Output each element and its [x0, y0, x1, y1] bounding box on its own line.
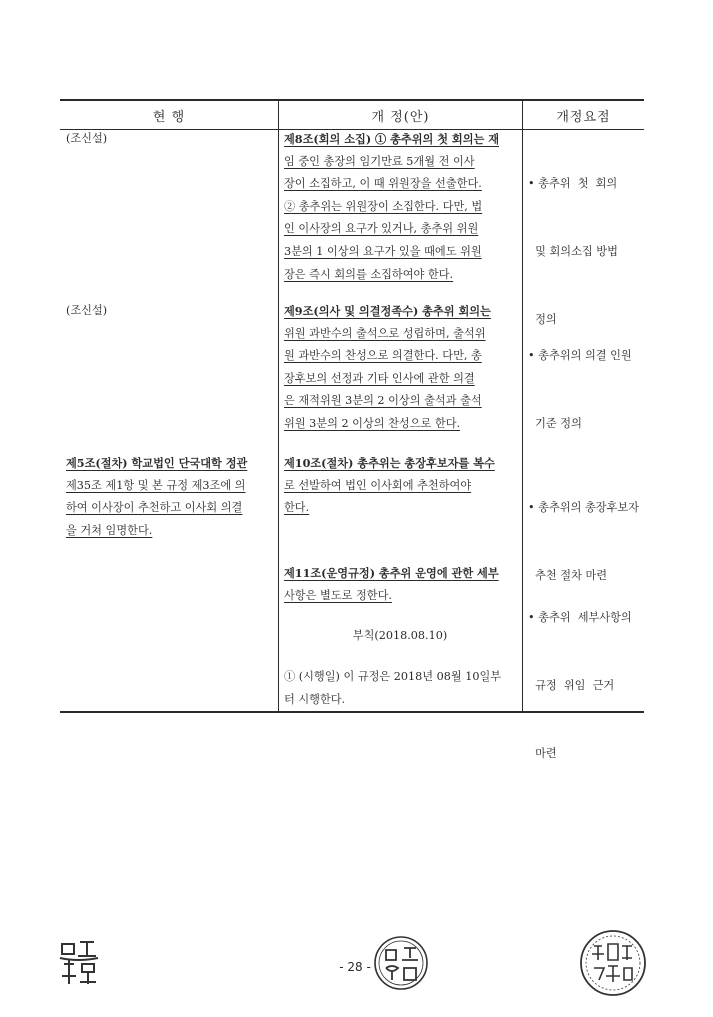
proposed-line: 3분의 1 이상의 요구가 있을 때에도 위원 — [284, 244, 482, 258]
current-line: 제35조 제1항 및 본 규정 제3조에 의 — [66, 478, 246, 492]
header-proposed: 개 정(안) — [371, 109, 430, 125]
current-line: 하여 이사장이 추천하고 이사회 의결 — [66, 501, 243, 515]
current-line: 제5조(절차) 학교법인 단국대학 정관 — [66, 456, 248, 470]
proposed-line: 제9조(의사 및 의결정족수) 총추위 회의는 — [284, 304, 491, 318]
summary-line: 정의 — [528, 312, 557, 326]
proposed-line: 장은 즉시 회의를 소집하여야 한다. — [284, 267, 454, 281]
summary-line: 규정 위임 근거 — [528, 678, 615, 692]
proposed-line: 한다. — [284, 501, 310, 515]
column-divider-1 — [278, 100, 279, 712]
summary-line: 마련 — [528, 746, 557, 760]
proposed-line: 로 선발하여 법인 이사회에 추천하여야 — [284, 478, 472, 492]
current-line: (조신설) — [66, 132, 108, 145]
proposed-line: 은 재적위원 3분의 2 이상의 출석과 출석 — [284, 394, 482, 408]
row1-current — [66, 128, 276, 151]
row4-proposed — [284, 562, 516, 607]
addendum-line: ① (시행일) 이 규정은 2018년 08월 10일부 — [284, 670, 502, 683]
proposed-line: 제10조(절차) 총추위는 총장후보자를 복수 — [284, 456, 495, 470]
addendum-line: 터 시행한다. — [284, 692, 346, 706]
proposed-line: 위원 과반수의 출석으로 성립하며, 출석위 — [284, 326, 486, 340]
proposed-line: ② 총추위는 위원장이 소집한다. 다만, 법 — [284, 199, 483, 213]
row3-proposed — [284, 452, 516, 520]
row2-proposed — [284, 300, 516, 436]
page-number: - 28 - — [339, 960, 371, 974]
row3-current — [66, 452, 276, 542]
proposed-line: 인 이사장의 요구가 있거나, 총추위 위원 — [284, 222, 479, 236]
addendum-title: 부칙(2018.08.10) — [352, 629, 448, 642]
proposed-line: 제8조(회의 소집) ① 총추위의 첫 회의는 재 — [284, 132, 500, 146]
summary-line: • 총추위의 총장후보자 — [528, 501, 639, 515]
header-current: 현 행 — [152, 109, 186, 125]
row2-summary — [528, 300, 644, 458]
summary-line: • 총추위의 의결 인원 — [528, 349, 632, 363]
left-seal-image — [56, 936, 102, 988]
column-divider-2 — [522, 100, 523, 712]
proposed-line: 장이 소집하고, 이 때 위원장을 선출한다. — [284, 177, 482, 191]
summary-line: 기준 정의 — [528, 416, 582, 430]
right-seal-image — [578, 928, 648, 998]
addendum-body — [284, 666, 516, 711]
center-seal-image — [372, 934, 430, 992]
row1-proposed — [284, 128, 516, 286]
summary-line: • 총추위 세부사항의 — [528, 611, 632, 625]
proposed-line: 사항은 별도로 정한다. — [284, 588, 392, 602]
row4-summary — [528, 562, 644, 788]
summary-line: 추천 절차 마련 — [528, 568, 608, 582]
proposed-line: 위원 3분의 2 이상의 찬성으로 한다. — [284, 416, 461, 430]
summary-line: 및 회의소집 방법 — [528, 244, 618, 258]
summary-line: • 총추위 첫 회의 — [528, 177, 618, 191]
proposed-line: 제11조(운영규정) 총추위 운영에 관한 세부 — [284, 566, 499, 580]
proposed-line: 임 중인 총장의 임기만료 5개월 전 이사 — [284, 154, 475, 168]
current-line: (조신설) — [66, 304, 108, 317]
proposed-line: 원 과반수의 찬성으로 의결한다. 다만, 총 — [284, 349, 482, 363]
header-summary: 개정요점 — [556, 109, 611, 125]
row2-current — [66, 300, 276, 323]
current-line: 을 거쳐 임명한다. — [66, 523, 153, 537]
proposed-line: 장후보의 선정과 기타 인사에 관한 의결 — [284, 371, 475, 385]
